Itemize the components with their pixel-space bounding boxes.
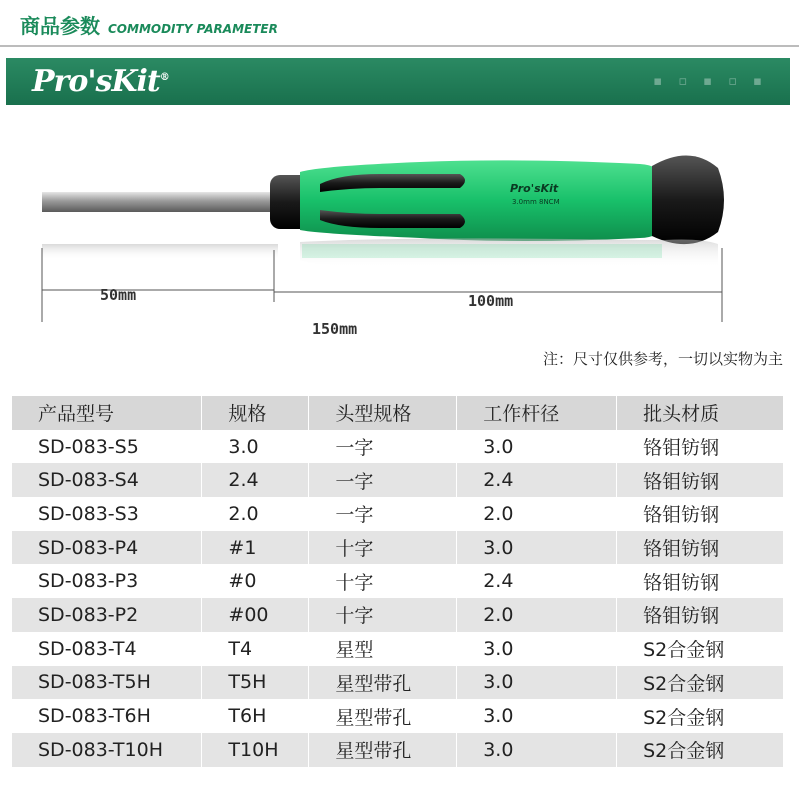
brand-banner bbox=[6, 58, 790, 105]
cell-spec: #00 bbox=[202, 598, 309, 632]
cell-tip-type: 十字 bbox=[309, 598, 457, 632]
cell-model: SD-083-P4 bbox=[12, 531, 202, 565]
cell-bit-material: S2合金钢 bbox=[617, 733, 784, 767]
cell-tip-type: 星型 bbox=[309, 632, 457, 666]
cell-bit-material: 铬钼钫钢 bbox=[617, 531, 784, 565]
cell-tip-type: 星型带孔 bbox=[309, 733, 457, 767]
cell-shaft-diameter: 3.0 bbox=[457, 699, 617, 733]
handle-logo: Pro'sKit bbox=[510, 182, 559, 195]
handle-size: 3.0mm 8NCM bbox=[512, 198, 560, 206]
table-row bbox=[12, 430, 784, 464]
cell-shaft-diameter: 3.0 bbox=[457, 632, 617, 666]
dimension-handle: 100mm bbox=[468, 292, 514, 310]
cell-shaft-diameter: 2.4 bbox=[457, 564, 617, 598]
table-header-row bbox=[12, 396, 784, 430]
cell-model: SD-083-T10H bbox=[12, 733, 202, 767]
cell-model: SD-083-P2 bbox=[12, 598, 202, 632]
cell-shaft-diameter: 3.0 bbox=[457, 430, 617, 464]
cell-bit-material: S2合金钢 bbox=[617, 699, 784, 733]
cell-shaft-diameter: 3.0 bbox=[457, 733, 617, 767]
cell-bit-material: 铬钼钫钢 bbox=[617, 430, 784, 464]
table-row bbox=[12, 598, 784, 632]
cell-model: SD-083-T5H bbox=[12, 666, 202, 700]
cell-model: SD-083-T4 bbox=[12, 632, 202, 666]
cell-tip-type: 一字 bbox=[309, 430, 457, 464]
brand-logo-text: Pro'sKit bbox=[32, 64, 160, 99]
cell-model: SD-083-T6H bbox=[12, 699, 202, 733]
cell-spec: 2.4 bbox=[202, 463, 309, 497]
dimension-total: 150mm bbox=[312, 320, 358, 338]
cell-shaft-diameter: 3.0 bbox=[457, 666, 617, 700]
table-row bbox=[12, 699, 784, 733]
dimension-shaft: 50mm bbox=[100, 286, 137, 304]
cell-shaft-diameter: 3.0 bbox=[457, 531, 617, 565]
cell-tip-type: 一字 bbox=[309, 463, 457, 497]
cell-model: SD-083-S3 bbox=[12, 497, 202, 531]
header-model: 产品型号 bbox=[12, 396, 202, 430]
brand-logo bbox=[32, 64, 169, 99]
cell-shaft-diameter: 2.4 bbox=[457, 463, 617, 497]
cell-tip-type: 星型带孔 bbox=[309, 699, 457, 733]
cell-tip-type: 十字 bbox=[309, 564, 457, 598]
table-row bbox=[12, 531, 784, 565]
cell-tip-type: 十字 bbox=[309, 531, 457, 565]
cell-bit-material: 铬钼钫钢 bbox=[617, 598, 784, 632]
screwdriver-shaft bbox=[42, 192, 278, 212]
banner-decoration: ▪ ▫ ▪ ▫ ▪ bbox=[653, 74, 768, 89]
cell-model: SD-083-P3 bbox=[12, 564, 202, 598]
table-row bbox=[12, 733, 784, 767]
header-bit-material: 批头材质 bbox=[617, 396, 784, 430]
cell-spec: 2.0 bbox=[202, 497, 309, 531]
table-row bbox=[12, 564, 784, 598]
section-title-en: COMMODITY PARAMETER bbox=[108, 22, 278, 36]
section-title-cn: 商品参数 bbox=[20, 14, 100, 38]
table-row bbox=[12, 463, 784, 497]
screwdriver-image bbox=[0, 140, 799, 350]
cell-bit-material: 铬钼钫钢 bbox=[617, 497, 784, 531]
table-row bbox=[12, 497, 784, 531]
cell-bit-material: S2合金钢 bbox=[617, 666, 784, 700]
table-row bbox=[12, 632, 784, 666]
header-tip-type: 头型规格 bbox=[309, 396, 457, 430]
parameter-table bbox=[12, 396, 784, 767]
size-note: 注：尺寸仅供参考，一切以实物为主 bbox=[542, 350, 783, 368]
cell-model: SD-083-S4 bbox=[12, 463, 202, 497]
cell-bit-material: S2合金钢 bbox=[617, 632, 784, 666]
cell-spec: #1 bbox=[202, 531, 309, 565]
table-row bbox=[12, 666, 784, 700]
header-shaft-diameter: 工作杆径 bbox=[457, 396, 617, 430]
cell-spec: T4 bbox=[202, 632, 309, 666]
end-cap bbox=[652, 155, 724, 244]
cell-bit-material: 铬钼钫钢 bbox=[617, 463, 784, 497]
cell-bit-material: 铬钼钫钢 bbox=[617, 564, 784, 598]
cell-shaft-diameter: 2.0 bbox=[457, 598, 617, 632]
cell-model: SD-083-S5 bbox=[12, 430, 202, 464]
section-title bbox=[20, 10, 278, 39]
handle-grip bbox=[300, 160, 665, 241]
header-spec: 规格 bbox=[202, 396, 309, 430]
cell-tip-type: 一字 bbox=[309, 497, 457, 531]
cell-spec: T10H bbox=[202, 733, 309, 767]
cell-spec: #0 bbox=[202, 564, 309, 598]
cell-spec: 3.0 bbox=[202, 430, 309, 464]
cell-spec: T6H bbox=[202, 699, 309, 733]
cell-shaft-diameter: 2.0 bbox=[457, 497, 617, 531]
title-divider bbox=[0, 45, 799, 47]
cell-spec: T5H bbox=[202, 666, 309, 700]
cell-tip-type: 星型带孔 bbox=[309, 666, 457, 700]
registered-mark: ® bbox=[159, 72, 169, 83]
